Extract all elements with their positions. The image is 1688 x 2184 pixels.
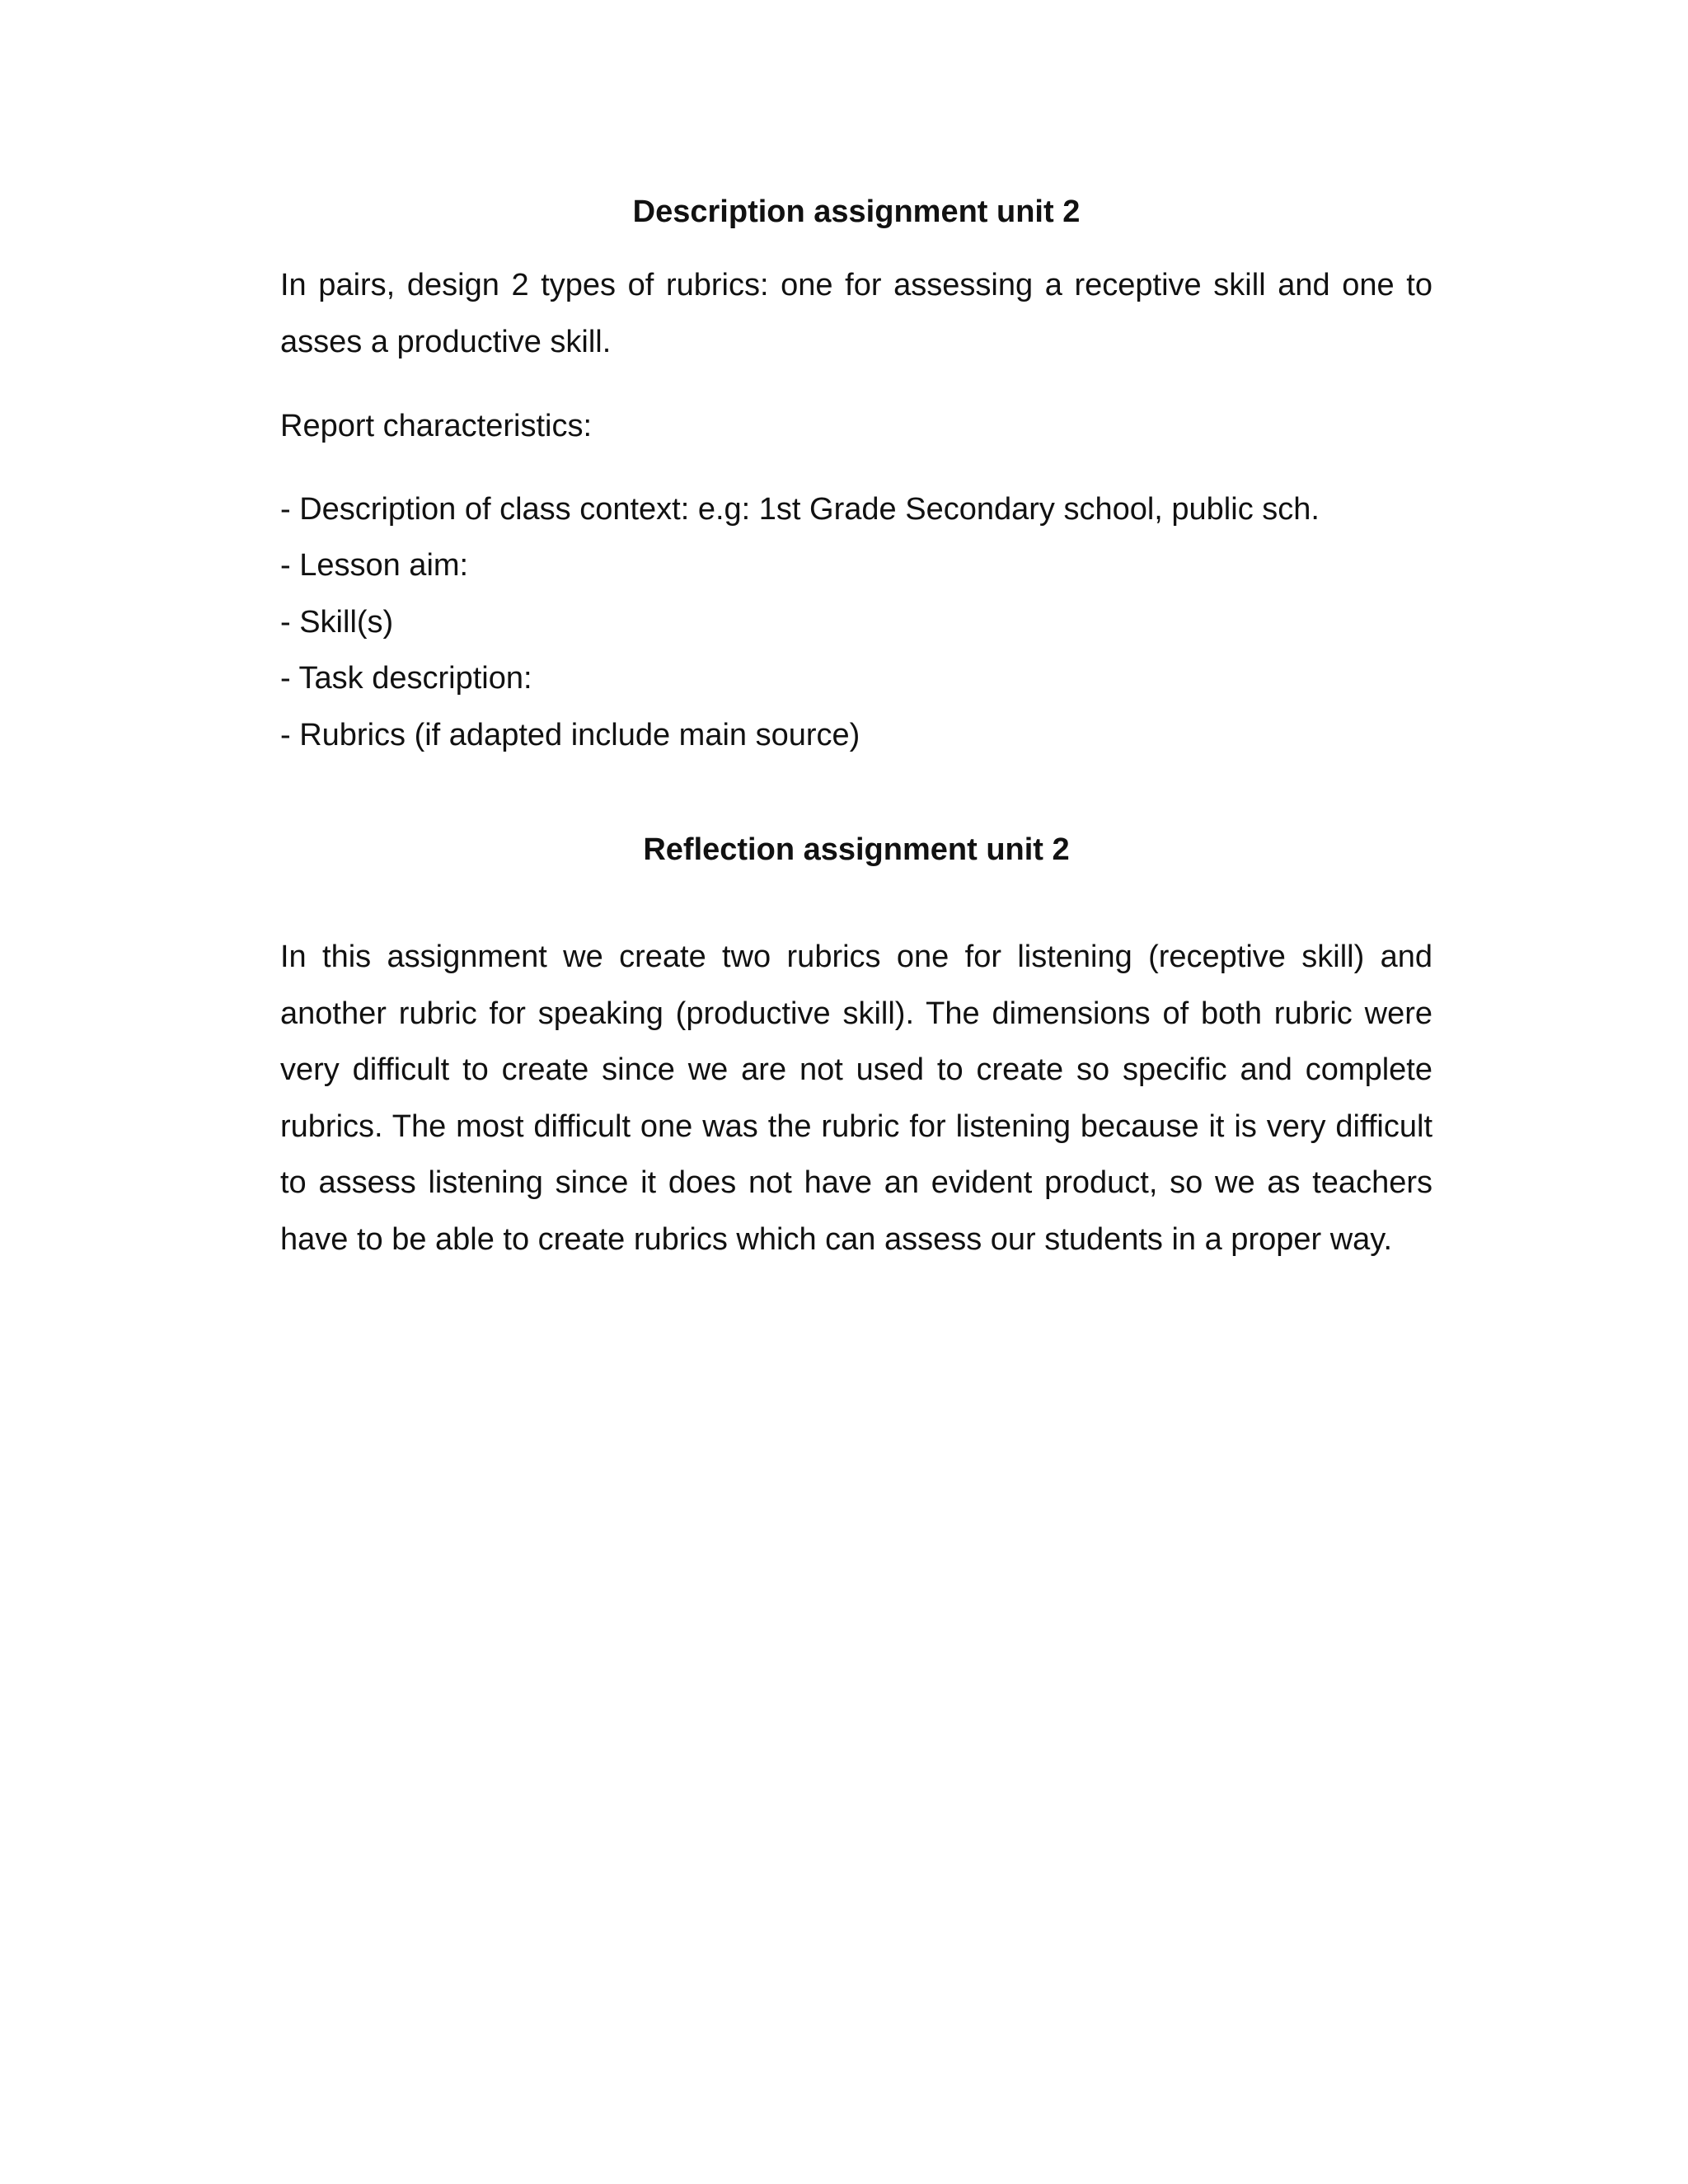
list-item: - Rubrics (if adapted include main source) xyxy=(280,717,860,752)
list-item: - Skill(s) xyxy=(280,604,394,640)
document-body xyxy=(280,190,1432,1268)
description-heading: Description assignment unit 2 xyxy=(632,194,1081,229)
intro-paragraph: In pairs, design 2 types of rubrics: one for assessing a receptive skill and one to asses a productive skill. xyxy=(280,268,1432,359)
reflection-heading: Reflection assignment unit 2 xyxy=(643,832,1070,867)
reflection-paragraph: In this assignment we create two rubrics one for listening (receptive skill) and another rubric for speaking (productive skill). The dimensions of both rubric were very difficult to create since we are not used to create so specific and complete rubrics. The most difficult one was the rubric for listening because it is very difficult to assess listening since it does not have an evident product, so we as teachers have to be able to create rubrics which can assess our students in a proper way. xyxy=(280,940,1432,1257)
list-item: - Lesson aim: xyxy=(280,548,469,583)
list-item: - Description of class context: e.g: 1st Grade Secondary school, public sch. xyxy=(280,491,1320,527)
characteristics-list xyxy=(280,481,1432,764)
list-item: - Task description: xyxy=(280,661,532,696)
report-characteristics-label: Report characteristics: xyxy=(280,409,593,443)
